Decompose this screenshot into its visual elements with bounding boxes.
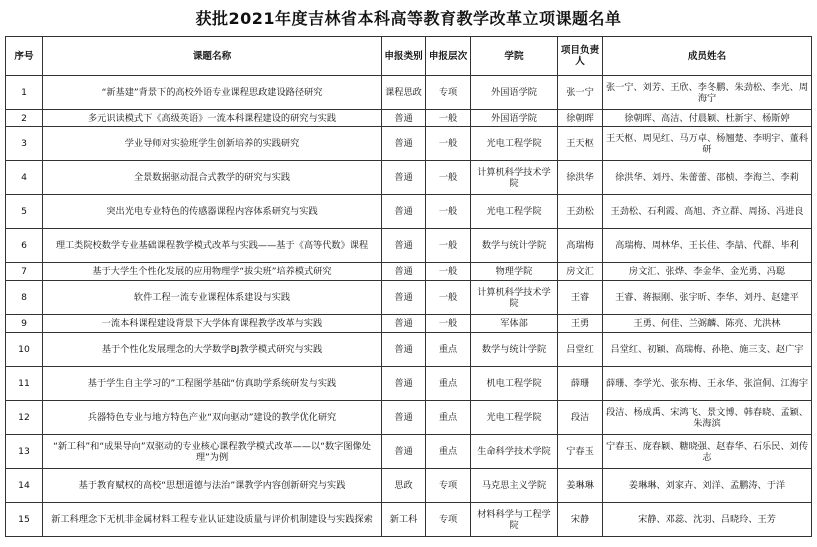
cell-college: 材料科学与工程学院 [471, 503, 558, 537]
cell-level: 一般 [426, 127, 471, 161]
cell-name: 基于个性化发展理念的大学数学BJ教学模式研究与实践 [43, 333, 382, 367]
cell-college: 军体部 [471, 315, 558, 333]
cell-level: 一般 [426, 161, 471, 195]
cell-college: 外国语学院 [471, 76, 558, 110]
cell-college: 光电工程学院 [471, 127, 558, 161]
cell-category: 普通 [382, 401, 426, 435]
table-row [6, 195, 812, 229]
cell-members: 段洁、杨成禹、宋鸿飞、景文博、韩春晓、孟颖、朱海滨 [603, 401, 812, 435]
cell-level: 一般 [426, 263, 471, 281]
cell-level: 一般 [426, 110, 471, 127]
header-leader: 项目负责人 [558, 37, 603, 76]
cell-level: 重点 [426, 333, 471, 367]
cell-college: 物理学院 [471, 263, 558, 281]
cell-no: 10 [6, 333, 43, 367]
table-row [6, 76, 812, 110]
table-row [6, 315, 812, 333]
cell-category: 普通 [382, 333, 426, 367]
cell-college: 光电工程学院 [471, 195, 558, 229]
cell-leader: 段洁 [558, 401, 603, 435]
cell-college: 计算机科学技术学院 [471, 281, 558, 315]
table-row [6, 333, 812, 367]
cell-leader: 王睿 [558, 281, 603, 315]
cell-leader: 王劲松 [558, 195, 603, 229]
cell-leader: 宋静 [558, 503, 603, 537]
cell-name: 学业导师对实验班学生创新培养的实践研究 [43, 127, 382, 161]
header-members: 成员姓名 [603, 37, 812, 76]
cell-no: 3 [6, 127, 43, 161]
cell-leader: 宁春玉 [558, 435, 603, 469]
cell-members: 王天枢、周见红、马万卓、杨翘楚、李明宇、董科研 [603, 127, 812, 161]
cell-name: 兵器特色专业与地方特色产业“双向驱动”建设的教学优化研究 [43, 401, 382, 435]
cell-members: 徐朝晖、高洁、付晨颖、杜新宇、杨斯婷 [603, 110, 812, 127]
cell-category: 普通 [382, 229, 426, 263]
cell-level: 一般 [426, 229, 471, 263]
cell-category: 普通 [382, 367, 426, 401]
cell-members: 徐洪华、刘丹、朱蕾蕾、邵桢、李海兰、李莉 [603, 161, 812, 195]
cell-college: 马克思主义学院 [471, 469, 558, 503]
cell-category: 课程思政 [382, 76, 426, 110]
cell-no: 9 [6, 315, 43, 333]
cell-name: 全景数据驱动混合式教学的研究与实践 [43, 161, 382, 195]
cell-level: 重点 [426, 435, 471, 469]
cell-no: 11 [6, 367, 43, 401]
cell-college: 计算机科学技术学院 [471, 161, 558, 195]
cell-leader: 徐洪华 [558, 161, 603, 195]
cell-category: 普通 [382, 263, 426, 281]
cell-college: 外国语学院 [471, 110, 558, 127]
cell-category: 普通 [382, 110, 426, 127]
cell-name: 基于教育赋权的高校“思想道德与法治”课教学内容创新研究与实践 [43, 469, 382, 503]
cell-leader: 王天枢 [558, 127, 603, 161]
cell-name: 多元识读模式下《高级英语》一流本科课程建设的研究与实践 [43, 110, 382, 127]
cell-members: 薛珊、李学光、张东梅、王永华、张渲侗、江海宇 [603, 367, 812, 401]
table-row [6, 229, 812, 263]
table-row [6, 281, 812, 315]
cell-category: 新工科 [382, 503, 426, 537]
cell-no: 4 [6, 161, 43, 195]
cell-college: 机电工程学院 [471, 367, 558, 401]
cell-leader: 徐朝晖 [558, 110, 603, 127]
cell-leader: 薛珊 [558, 367, 603, 401]
cell-category: 普通 [382, 161, 426, 195]
cell-no: 1 [6, 76, 43, 110]
cell-name: 基于大学生个性化发展的应用物理学“拔尖班”培养模式研究 [43, 263, 382, 281]
header-level: 申报层次 [426, 37, 471, 76]
cell-level: 重点 [426, 401, 471, 435]
header-category: 申报类别 [382, 37, 426, 76]
cell-category: 普通 [382, 315, 426, 333]
cell-members: 吕堂红、初颖、高瑞梅、孙艳、施三支、赵广宇 [603, 333, 812, 367]
cell-leader: 吕堂红 [558, 333, 603, 367]
cell-no: 12 [6, 401, 43, 435]
cell-category: 思政 [382, 469, 426, 503]
cell-category: 普通 [382, 127, 426, 161]
cell-name: 基于学生自主学习的”工程图学基础“仿真助学系统研发与实践 [43, 367, 382, 401]
cell-college: 数学与统计学院 [471, 333, 558, 367]
cell-level: 专项 [426, 503, 471, 537]
table-row [6, 161, 812, 195]
cell-members: 高瑞梅、周林华、王长佳、李喆、代群、毕利 [603, 229, 812, 263]
header-no: 序号 [6, 37, 43, 76]
table-row [6, 367, 812, 401]
table-row [6, 503, 812, 537]
cell-level: 重点 [426, 367, 471, 401]
cell-name: 理工类院校数学专业基础课程教学模式改革与实践——基于《高等代数》课程 [43, 229, 382, 263]
cell-level: 一般 [426, 195, 471, 229]
cell-no: 2 [6, 110, 43, 127]
cell-name: 新工科理念下无机非金属材料工程专业认证建设质量与评价机制建设与实践探索 [43, 503, 382, 537]
project-table [5, 36, 812, 537]
cell-name: “新工科”和“成果导向”双驱动的专业核心课程教学模式改革——以“数字图像处理”为例 [43, 435, 382, 469]
cell-category: 普通 [382, 195, 426, 229]
cell-leader: 高瑞梅 [558, 229, 603, 263]
cell-leader: 房文汇 [558, 263, 603, 281]
cell-members: 姜琳琳、刘家卉、刘洋、孟鹏涛、于洋 [603, 469, 812, 503]
cell-level: 一般 [426, 281, 471, 315]
cell-name: 软件工程一流专业课程体系建设与实践 [43, 281, 382, 315]
cell-leader: 张一宁 [558, 76, 603, 110]
cell-level: 专项 [426, 469, 471, 503]
table-row [6, 127, 812, 161]
cell-college: 光电工程学院 [471, 401, 558, 435]
cell-no: 7 [6, 263, 43, 281]
cell-members: 王劲松、石利霞、高旭、齐立群、周扬、冯进良 [603, 195, 812, 229]
cell-members: 张一宁、刘芳、王欣、李冬鹏、朱劲松、李光、周海宁 [603, 76, 812, 110]
cell-members: 宁春玉、庞春颖、糖晓强、赵春华、石乐民、刘传志 [603, 435, 812, 469]
cell-no: 5 [6, 195, 43, 229]
cell-leader: 姜琳琳 [558, 469, 603, 503]
table-row [6, 469, 812, 503]
cell-college: 生命科学技术学院 [471, 435, 558, 469]
cell-no: 8 [6, 281, 43, 315]
cell-category: 普通 [382, 281, 426, 315]
cell-level: 专项 [426, 76, 471, 110]
cell-members: 房文汇、张烨、李金华、金光勇、冯聪 [603, 263, 812, 281]
cell-name: 突出光电专业特色的传感器课程内容体系研究与实践 [43, 195, 382, 229]
table-header-row [6, 37, 812, 76]
table-row [6, 110, 812, 127]
page-title: 获批2021年度吉林省本科高等教育教学改革立项课题名单 [195, 9, 622, 28]
table-row [6, 263, 812, 281]
cell-no: 13 [6, 435, 43, 469]
cell-no: 15 [6, 503, 43, 537]
cell-members: 王勇、何佳、兰弼麟、陈亮、尤洪林 [603, 315, 812, 333]
cell-name: “新基建”背景下的高校外语专业课程思政建设路径研究 [43, 76, 382, 110]
header-college: 学院 [471, 37, 558, 76]
table-row [6, 435, 812, 469]
table-row [6, 401, 812, 435]
cell-members: 王睿、蒋振刚、张宇昕、李华、刘丹、赵建平 [603, 281, 812, 315]
cell-no: 6 [6, 229, 43, 263]
cell-name: 一流本科课程建设背景下大学体育课程教学改革与实践 [43, 315, 382, 333]
cell-level: 一般 [426, 315, 471, 333]
header-name: 课题名称 [43, 37, 382, 76]
cell-category: 普通 [382, 435, 426, 469]
cell-no: 14 [6, 469, 43, 503]
cell-leader: 王勇 [558, 315, 603, 333]
cell-college: 数学与统计学院 [471, 229, 558, 263]
cell-members: 宋静、邓蕊、沈羽、吕晓玲、王芳 [603, 503, 812, 537]
